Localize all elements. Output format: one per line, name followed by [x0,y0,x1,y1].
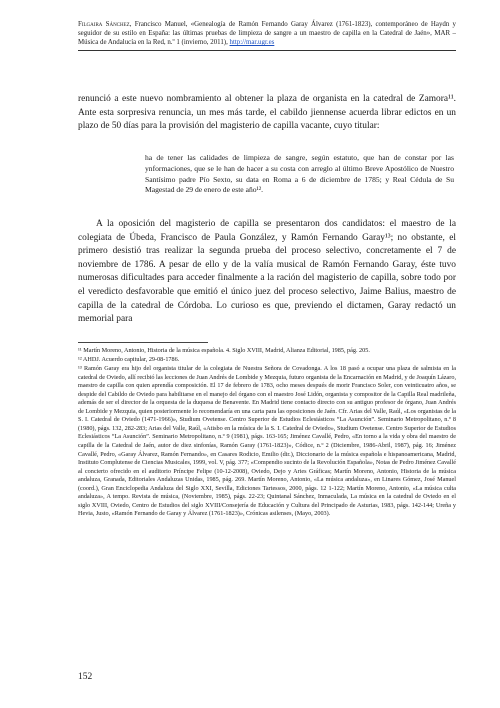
footnote-11: ¹¹ Martín Moreno, Antonio, Historia de la música española. 4. Siglo XVIII, Madrid, Alianza Editorial, 1985, pág. 205. [78,347,370,354]
block-quote: ha de tener las calidades de limpieza de sangre, según estatuto, que han de constar por las ynformaciones, que se le han de hacer a su costa con arreglo al último Breve Apostólico de Nuestro Santísimo padre Pío Sexto, su data en Roma a 6 de diciembre de 1785; y Real Cédula de Su Magestad de 29 de enero de este año¹². [145,153,454,195]
page-number: 152 [78,672,93,682]
paragraph-2: A la oposición del magisterio de capilla se presentaron dos candidatos: el maestro de la colegiata de Úbeda, Francisco de Paula González, y Ramón Fernando Garay¹³; no obstante, el primero desistió tras realizar la segunda prueba del proceso selectivo, concretamente el 7 de noviembre de 1786. A pesar de ello y de la valía musical de Ramón Fernando Garay, éste tuvo numerosas dificultades para acceder finalmente a la ración del magisterio de capilla, sobre todo por el veredicto desfavorable que emitió el único juez del proceso selectivo, Jaime Balius, maestro de capilla de la catedral de Córdoba. Lo curioso es que, previendo el dictamen, Garay redactó un memorial para [78,219,456,325]
header-citation: , Francisco Manuel, «Genealogía de Ramón Fernando Garay Álvarez (1761-1823), contemporáneo de Haydn y seguidor de su estilo en España: las últimas pruebas de limpieza de sangre a un maestro de capilla en la Catedral de Jaén», MAR – Música de Andalucía en la Red, n.º 1 (invierno, 2011), [78,21,456,47]
citation-header [78,20,456,48]
footnotes [78,347,456,519]
header-link[interactable]: http://mar.ugr.es [229,39,275,47]
footnote-12: ¹² AHDJ. Acuerdo capitular, 29-08-1786. [78,356,180,364]
header-rule [78,50,456,51]
header-author: Filgaira Sánchez [78,21,130,28]
footnote-rule [78,342,208,343]
footnote-13: ¹³ Ramón Garay era hijo del organista titular de la colegiata de Nuestra Señora de Covadonga. A los 18 pasó a ocupar una plaza de salmista en la catedral de Oviedo, allí recibió las lecciones de Juan Andrés de Lombide y Mezquia, futuro organista de la Encarnación en Madrid, y de Joaquín Lázaro, maestro de capilla con quien aprendía composición. El 17 de febrero de 1783, ocho meses después de morir Francisco Soler, con veinticuatro años, se despide del Cabildo de Oviedo para habilitarse en el manejo del órgano con el maestro José Lidón, organista y compositor de la Capilla Real madrileña, además de ser el director de la orquesta de la duquesa de Benavente. En Madrid tiene contacto directo con su antiguo profesor de órgano, Juan Andrés de Lombide y Mezquia, quien posteriormente lo recomendaría en una carta para las oposiciones de Jaén. Cfr. Arias del Valle, Raúl, «Los organistas de la S. I. Catedral de Oviedo (1471-1966)», Studium Ovetense. Centro Superior de Estudios Eclesiásticos “La Asunción”. Seminario Metropolitano, n.º 8 (1980), págs. 132, 282-283; Arias del Valle, Raúl, «Atisbo en la música de la S. I. Catedral de Oviedo», Studium Ovetense. Centro Superior de Estudios Eclesiásticos “La Asunción”. Seminario Metropolitano, n.º 9 (1981), págs. 163-165; Jiménez Cavallé, Pedro, «En torno a la vida y obra del maestro de capilla de la Catedral de Jaén, autor de diez sinfonías, Ramón Garay (1761-1823)», Códice, n.º 2 (Diciembre, 1986-Abril, 1987), pág. 16; Jiménez Cavallé, Pedro, «Garay Álvarez, Ramón Fernando», en Casares Rodicio, Emilio (dir.), Diccionario de la música española e hispanoamericana, Madrid, Instituto Complutense de Ciencias Musicales, 1999, vol. V, pág. 377; «Compendio sucinto de la Revolución Española», Notas de Pedro Jiménez Cavallé al concierto ofrecido en el auditorio Príncipe Felipe (10-12-2008), Oviedo, Dejo y Aries Gráficas; Martín Moreno, Antonio, Historia de la música andaluza, Granada, Editoriales Andaluzas Unidas, 1985, pág. 269. Martín Moreno, Antonio, «La música andaluza», en Linares Gómez, José Manuel (coord.), Gran Enciclopedia Andaluza del Siglo XXI, Sevilla, Ediciones Tartessos, 2000, págs. 12 1-122; Martín Moreno, Antonio, «La música culta andaluza», A tempo. Revista de música, (Noviembre, 1985), págs. 22-23; Quintanal Sánchez, Inmaculada, La música en la catedral de Oviedo en el siglo XVIII, Oviedo, Centro de Estudios del siglo XVIII/Consejería de Educación y Cultura del Principado de Asturias, 1983, págs. 142-144; Ureña y Hevia, Justo, «Ramón Fernando de Garay y Álvarez (1761-1823)», Crónicas asilenses, (Mayo, 2003). [78,365,456,518]
paragraph-1: renunció a este nuevo nombramiento al obtener la plaza de organista en la catedral de Zamora¹¹. Ante esta sorpresiva renuncia, un mes más tarde, el cabildo jiennense acuerda librar edictos en un plazo de 50 días para la provisión del magisterio de capilla vacante, cuyo titular: [78,94,456,132]
